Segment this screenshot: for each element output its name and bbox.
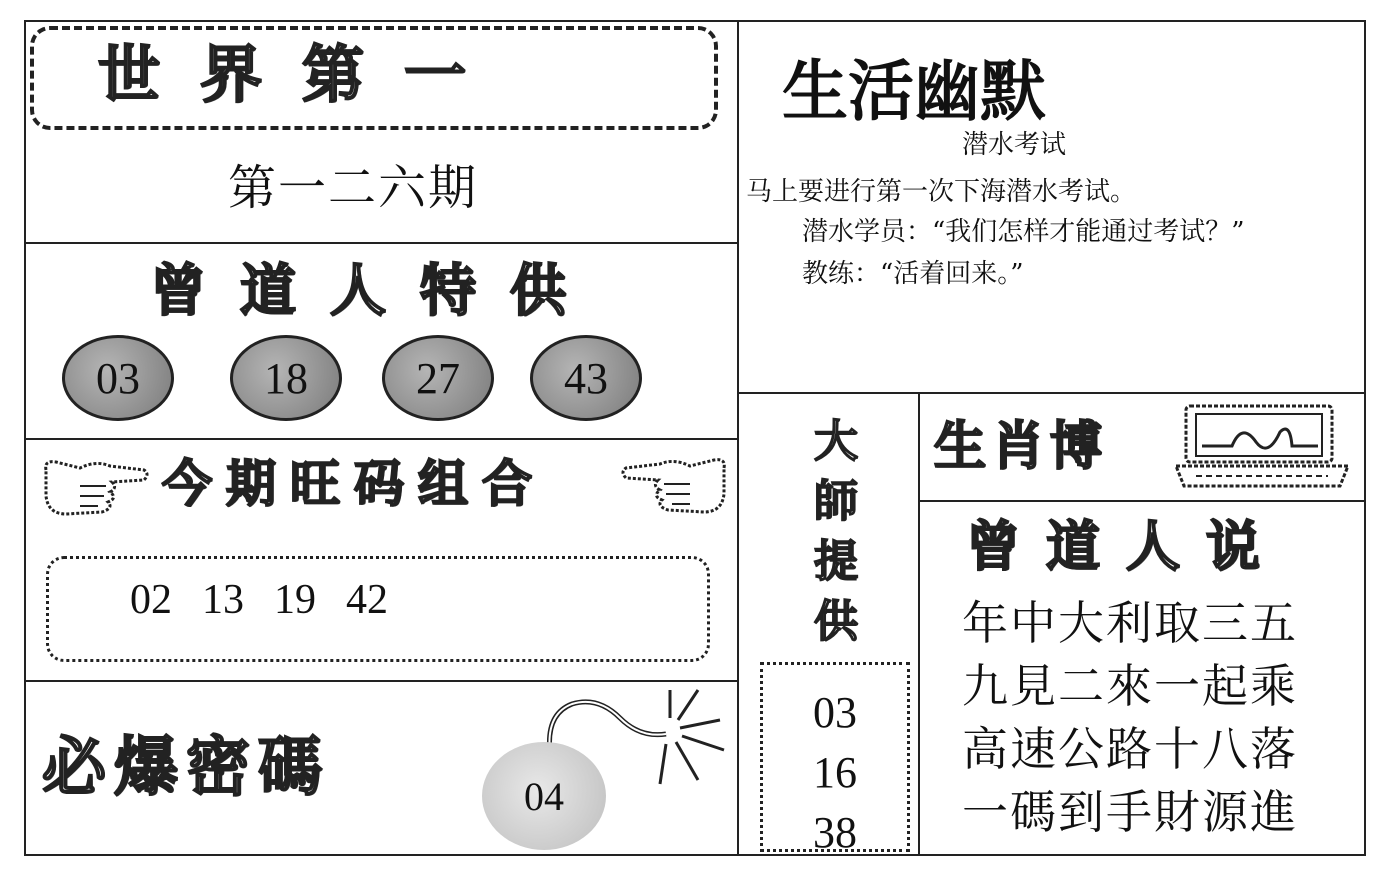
master-chars bbox=[786, 412, 886, 652]
secret-bomb bbox=[482, 742, 606, 850]
divider-1 bbox=[24, 242, 738, 244]
says-poem bbox=[962, 592, 1298, 844]
master-number: 38 bbox=[813, 808, 857, 857]
humor-subtitle: 潜水考试 bbox=[962, 130, 1067, 160]
humor-line-2: 潜水学员：“我们怎样才能通过考试？” bbox=[802, 217, 1245, 247]
master-number: 03 bbox=[813, 688, 857, 737]
secret-number: 04 bbox=[524, 773, 564, 819]
divider-2 bbox=[24, 438, 738, 440]
ball-number: 27 bbox=[416, 353, 460, 403]
combo-heading: 今期旺码组合 bbox=[162, 455, 546, 513]
humor-heading: 生活幽默 bbox=[782, 53, 1046, 130]
says-heading: 曾道人说 bbox=[966, 515, 1286, 578]
secret-heading: 必爆密碼 bbox=[42, 731, 330, 805]
tipster-heading: 曾道人特供 bbox=[150, 259, 600, 324]
zodiac-heading: 生肖博 bbox=[934, 417, 1109, 477]
divider-3 bbox=[24, 680, 738, 682]
combo-numbers bbox=[130, 576, 418, 624]
main-title: 世界第一 bbox=[98, 38, 507, 111]
ball-number: 03 bbox=[96, 353, 140, 403]
tipster-ball-4 bbox=[530, 335, 642, 421]
poem-line: 高速公路十八落 bbox=[962, 722, 1298, 776]
pointing-hand-left-icon bbox=[618, 450, 730, 522]
poem-line: 一碼到手財源進 bbox=[962, 785, 1298, 839]
combo-number: 19 bbox=[274, 577, 316, 623]
combo-number: 02 bbox=[130, 577, 172, 623]
combo-number: 42 bbox=[346, 577, 388, 623]
master-number: 16 bbox=[813, 748, 857, 797]
poem-line: 九見二來一起乘 bbox=[962, 659, 1298, 713]
combo-number: 13 bbox=[202, 577, 244, 623]
pointing-hand-right-icon bbox=[40, 452, 152, 524]
master-char: 供 bbox=[814, 596, 858, 647]
divider-humor bbox=[737, 392, 1366, 394]
master-divider bbox=[918, 392, 920, 856]
humor-line-3: 教练：“活着回来。” bbox=[802, 259, 1024, 289]
tipster-ball-1 bbox=[62, 335, 174, 421]
ball-number: 43 bbox=[564, 353, 608, 403]
tipster-ball-3 bbox=[382, 335, 494, 421]
ball-number: 18 bbox=[264, 353, 308, 403]
master-char: 提 bbox=[814, 536, 858, 587]
tipster-ball-2 bbox=[230, 335, 342, 421]
issue-label: 第一二六期 bbox=[228, 160, 479, 216]
master-char: 師 bbox=[814, 476, 858, 527]
laptop-icon bbox=[1172, 402, 1352, 492]
master-numbers-frame bbox=[760, 662, 910, 857]
poem-line: 年中大利取三五 bbox=[962, 596, 1298, 650]
humor-line-1: 马上要进行第一次下海潜水考试。 bbox=[746, 177, 1137, 207]
divider-zodiac bbox=[918, 500, 1366, 502]
master-char: 大 bbox=[814, 416, 858, 467]
